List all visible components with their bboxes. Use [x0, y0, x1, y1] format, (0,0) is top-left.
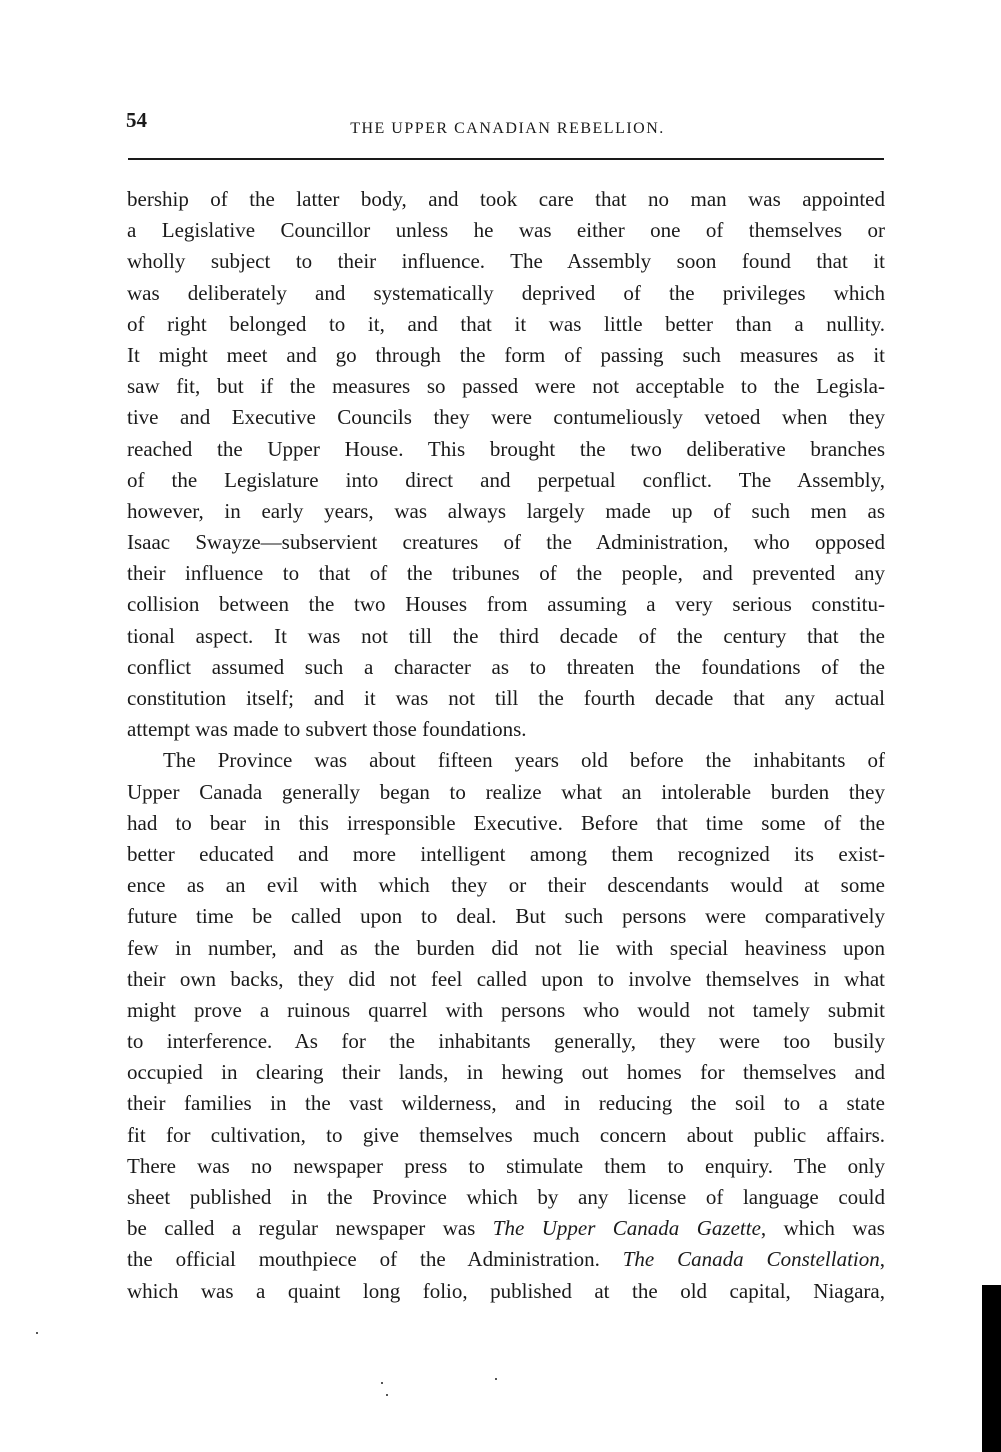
text-fragment: the official mouthpiece of the Administration. [127, 1247, 623, 1272]
text-line: was deliberately and systematically deprived of the privileges which [127, 280, 885, 305]
text-line: which was a quaint long folio, published at the old capital, Niagara, [127, 1278, 885, 1303]
text-line: better educated and more intelligent among them recognized its exist- [127, 841, 885, 866]
italic-title: The Upper Canada Gazette [492, 1216, 761, 1241]
text-line: collision between the two Houses from assuming a very serious constitu- [127, 592, 885, 617]
text-line: few in number, and as the burden did not lie with special heaviness upon [127, 935, 885, 960]
text-line: occupied in clearing their lands, in hewing out homes for themselves and [127, 1060, 885, 1085]
text-line [127, 1244, 885, 1275]
scan-speck [495, 1378, 497, 1380]
text-line: There was no newspaper press to stimulate them to enquiry. The only [127, 1153, 885, 1178]
text-line: however, in early years, was always largely made up of such men as [127, 498, 885, 523]
text-line: wholly subject to their influence. The Assembly soon found that it [127, 249, 885, 274]
text-line [127, 1213, 885, 1244]
scan-speck [36, 1332, 38, 1334]
text-line: conflict assumed such a character as to threaten the foundations of the [127, 654, 885, 679]
text-line: tive and Executive Councils they were contumeliously vetoed when they [127, 405, 885, 430]
text-line: tional aspect. It was not till the third decade of the century that the [127, 623, 885, 648]
text-line: of the Legislature into direct and perpetual conflict. The Assembly, [127, 467, 885, 492]
text-line: The Province was about fifteen years old before the inhabitants of [163, 748, 885, 773]
text-line: bership of the latter body, and took care that no man was appointed [127, 187, 885, 211]
text-line: fit for cultivation, to give themselves much concern about public affairs. [127, 1122, 885, 1147]
text-line: It might meet and go through the form of passing such measures as it [127, 342, 885, 367]
text-line: of right belonged to it, and that it was little better than a nullity. [127, 311, 885, 336]
text-line: ence as an evil with which they or their descendants would at some [127, 873, 885, 898]
text-line: might prove a ruinous quarrel with persons who would not tamely submit [127, 997, 885, 1022]
text-fragment: be called a regular newspaper was [127, 1216, 493, 1241]
text-line: their families in the vast wilderness, and in reducing the soil to a state [127, 1091, 885, 1116]
text-line: sheet published in the Province which by any license of language could [127, 1185, 885, 1209]
page-number: 54 [126, 108, 147, 132]
italic-title: The Canada Constellation [622, 1247, 880, 1272]
text-line: their own backs, they did not feel called upon to involve themselves in what [127, 966, 885, 991]
text-fragment: , [879, 1247, 885, 1272]
text-line: attempt was made to subvert those foundations. [127, 717, 527, 742]
scan-speck [381, 1382, 383, 1384]
text-line: had to bear in this irresponsible Executive. Before that time some of the [127, 810, 885, 835]
header-rule [128, 158, 884, 160]
text-line: constitution itself; and it was not till the fourth decade that any actual [127, 686, 885, 710]
text-line: Isaac Swayze—subservient creatures of the Administration, who opposed [127, 530, 885, 555]
text-fragment: , which was [760, 1216, 885, 1241]
scan-edge-bar [982, 1285, 1001, 1452]
text-line: saw fit, but if the measures so passed were not acceptable to the Legisla- [127, 374, 885, 399]
text-line: future time be called upon to deal. But such persons were comparatively [127, 904, 885, 929]
running-title: THE UPPER CANADIAN REBELLION. [350, 120, 665, 137]
text-line: reached the Upper House. This brought the two deliberative branches [127, 436, 885, 461]
text-line: to interference. As for the inhabitants generally, they were too busily [127, 1029, 885, 1054]
scan-speck [386, 1394, 388, 1396]
text-line: Upper Canada generally began to realize what an intolerable burden they [127, 779, 885, 804]
text-line: a Legislative Councillor unless he was either one of themselves or [127, 218, 885, 243]
body-text [127, 184, 885, 1307]
text-line: their influence to that of the tribunes of the people, and prevented any [127, 561, 885, 586]
